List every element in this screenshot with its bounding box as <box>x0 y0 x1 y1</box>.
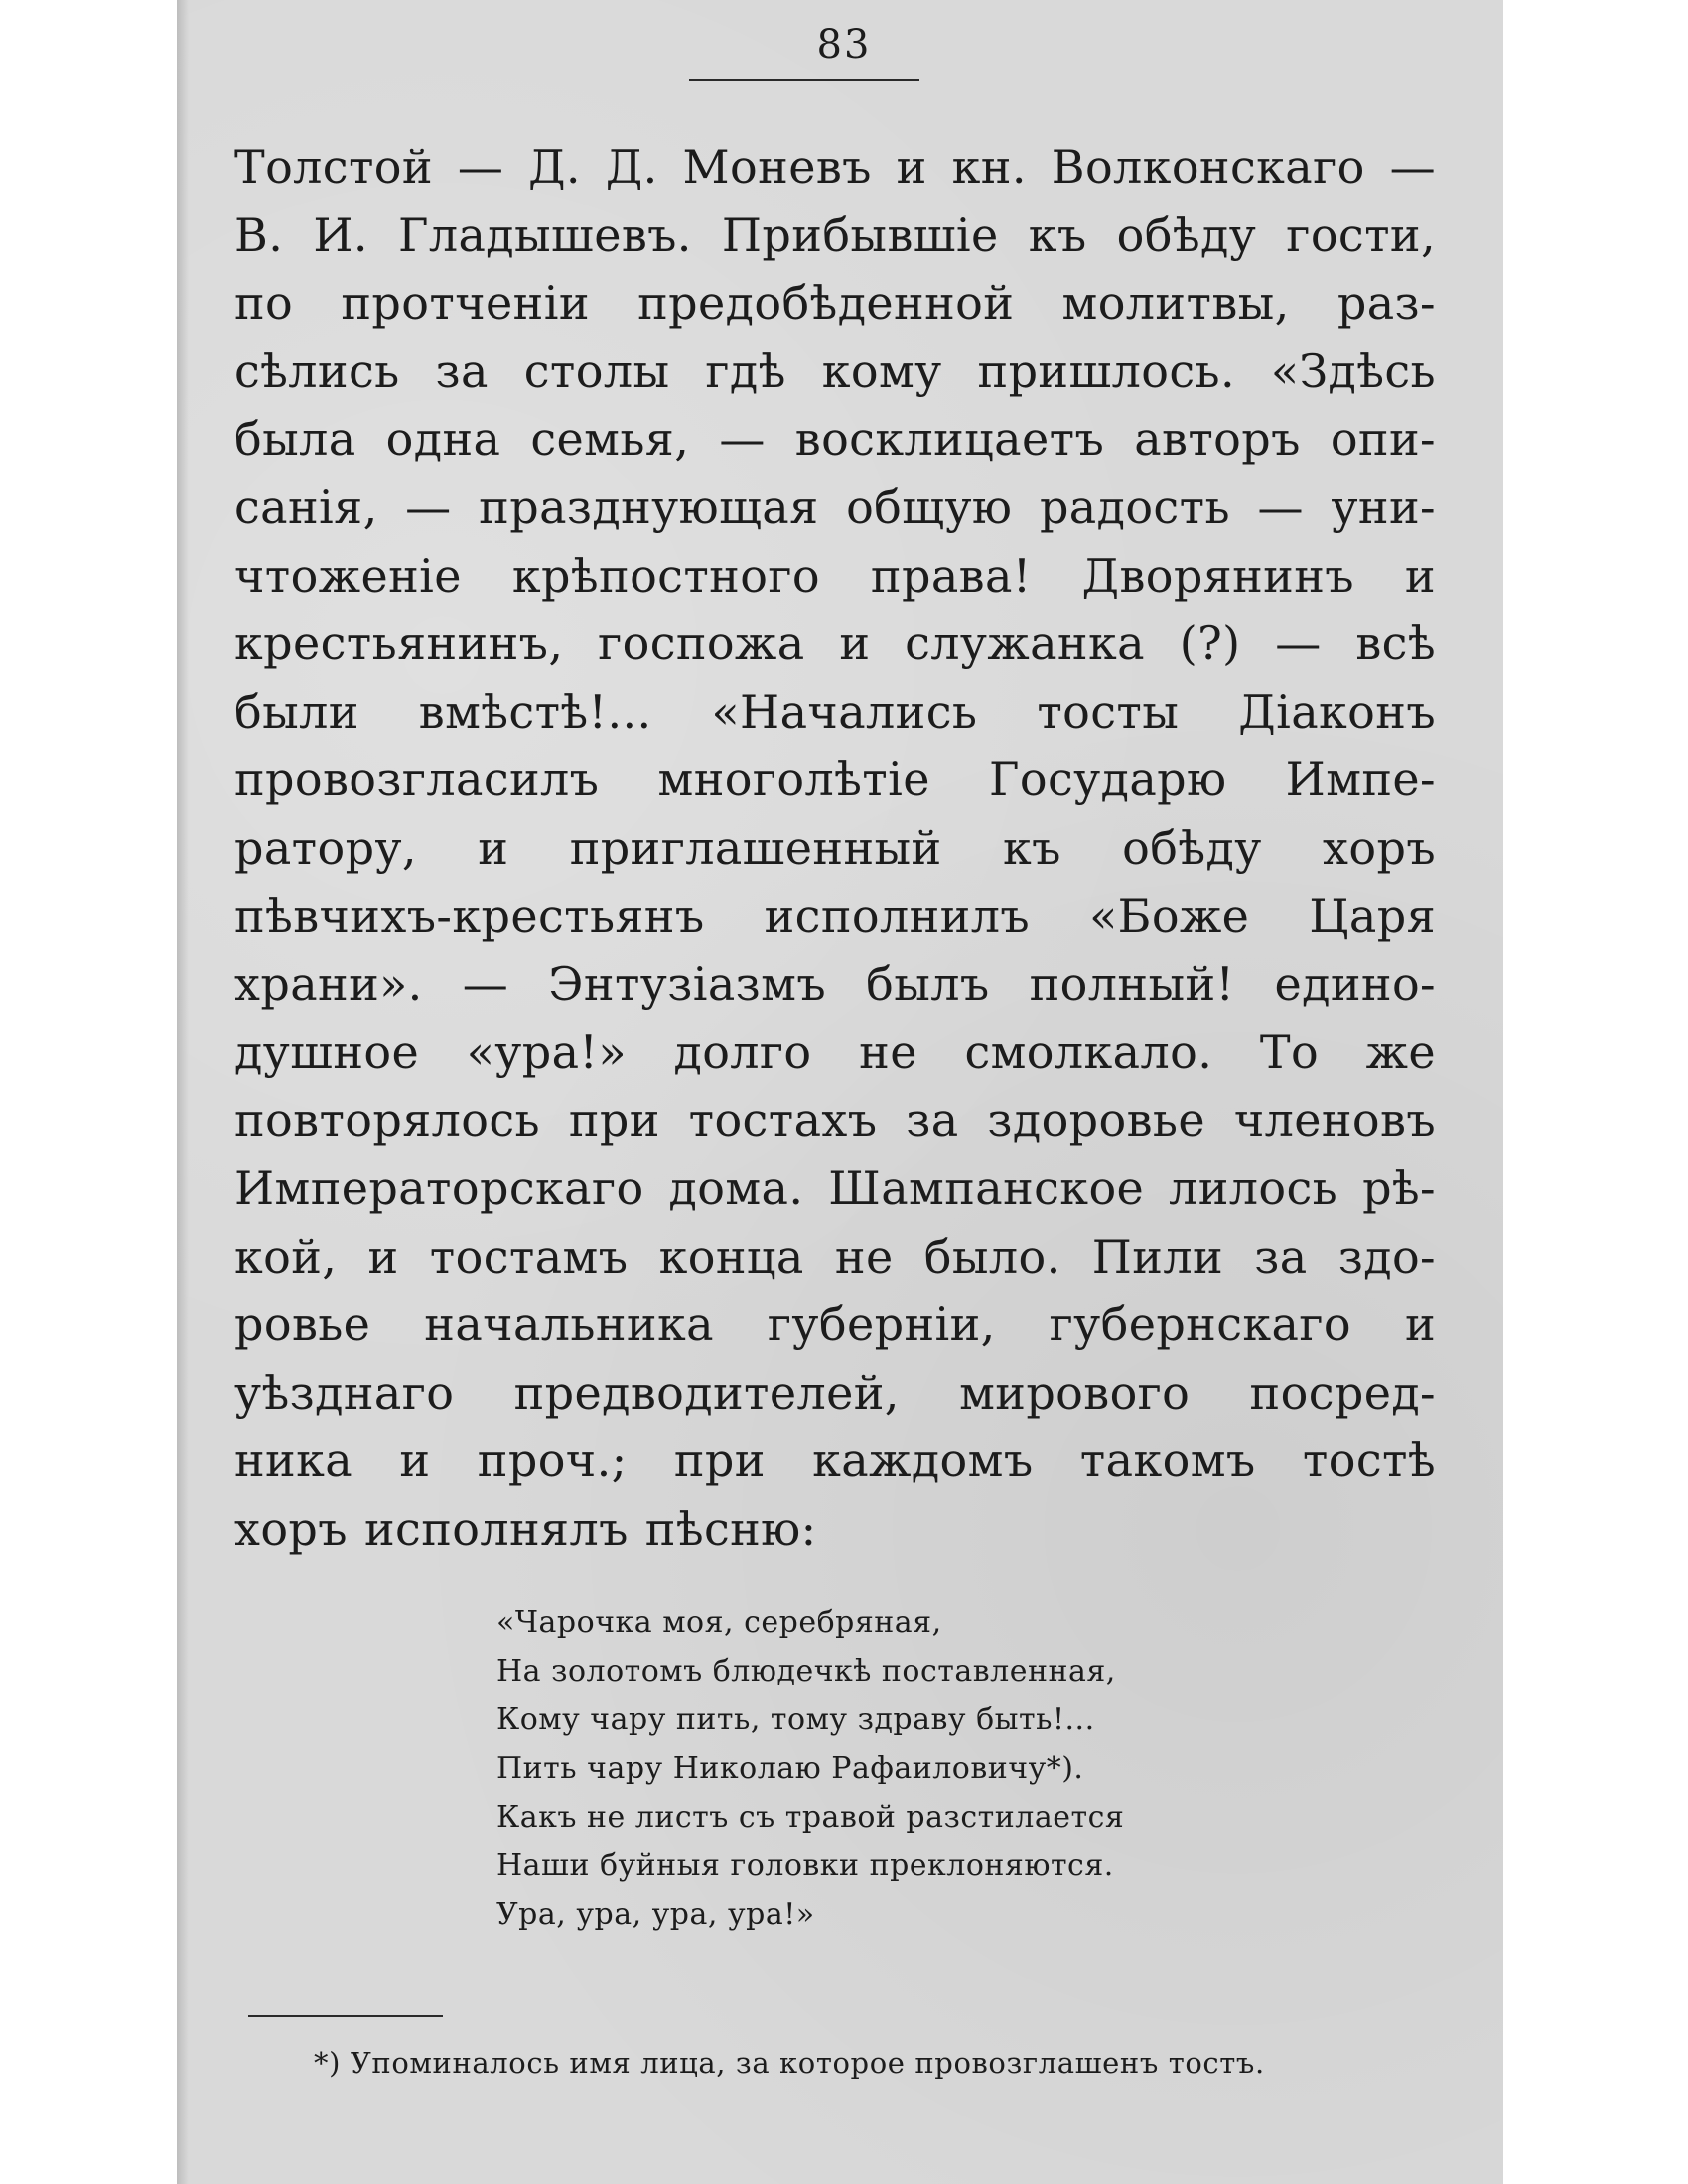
footnote: *) Упоминалось имя лица, за которое провозглашенъ тостъ. <box>314 2046 1265 2080</box>
body-line: Толстой — Д. Д. Моневъ и кн. Волконскаго — <box>234 140 1436 194</box>
body-line: хоръ исполнялъ пѣсню: <box>234 1501 817 1556</box>
body-line: ника и проч.; при каждомъ такомъ тостѣ <box>234 1433 1436 1488</box>
verse-line: Наши буйныя головки преклоняются. <box>496 1848 1114 1883</box>
verse-line: Пить чару Николаю Рафаиловичу*). <box>496 1751 1084 1786</box>
body-line: Императорскаго дома. Шампанское лилось рѣ- <box>234 1160 1436 1215</box>
body-line: уѣзднаго предводителей, мирового посред- <box>234 1365 1436 1420</box>
body-line: была одна семья, — восклицаетъ авторъ опи- <box>234 412 1436 467</box>
body-line: провозгласилъ многолѣтіе Государю Импе- <box>234 752 1436 807</box>
verse-line: Какъ не листъ съ травой разстилается <box>496 1800 1125 1835</box>
body-line: крестьянинъ, госпожа и служанка (?) — всѣ <box>234 616 1436 671</box>
body-line: храни». — Энтузіазмъ былъ полный! едино- <box>234 957 1436 1012</box>
page-number: 83 <box>816 22 872 68</box>
verse-line: «Чарочка моя, серебряная, <box>496 1605 942 1640</box>
body-line: пѣвчихъ-крестьянъ исполнилъ «Боже Царя <box>234 888 1436 943</box>
body-line: сѣлись за столы гдѣ кому пришлось. «Здѣсь <box>234 343 1436 398</box>
body-line: душное «ура!» долго не смолкало. То же <box>234 1024 1436 1079</box>
body-line: были вмѣстѣ!... «Начались тосты Діаконъ <box>234 684 1436 739</box>
body-line: повторялось при тостахъ за здоровье членовъ <box>234 1093 1436 1148</box>
verse-line: Кому чару пить, тому здраву быть!... <box>496 1703 1095 1737</box>
page-shadow-edge <box>177 0 189 2184</box>
body-line: В. И. Гладышевъ. Прибывшіе къ обѣду гости, <box>234 207 1436 262</box>
body-line: санія, — празднующая общую радость — уни- <box>234 479 1436 534</box>
main-paragraph <box>234 133 1436 1563</box>
body-line: ровье начальника губерніи, губернскаго и <box>234 1297 1436 1352</box>
footnote-rule <box>248 2015 443 2017</box>
body-line: чтоженіе крѣпостного права! Дворянинъ и <box>234 548 1436 603</box>
body-line: по протченіи предобѣденной молитвы, раз- <box>234 276 1436 331</box>
verse-line: На золотомъ блюдечкѣ поставленная, <box>496 1654 1116 1689</box>
body-line: ратору, и приглашенный къ обѣду хоръ <box>234 820 1436 875</box>
song-verse <box>496 1598 1124 1939</box>
verse-line: Ура, ура, ура, ура!» <box>496 1897 815 1932</box>
body-line: кой, и тостамъ конца не было. Пили за здо- <box>234 1229 1436 1284</box>
header-rule <box>689 79 919 81</box>
